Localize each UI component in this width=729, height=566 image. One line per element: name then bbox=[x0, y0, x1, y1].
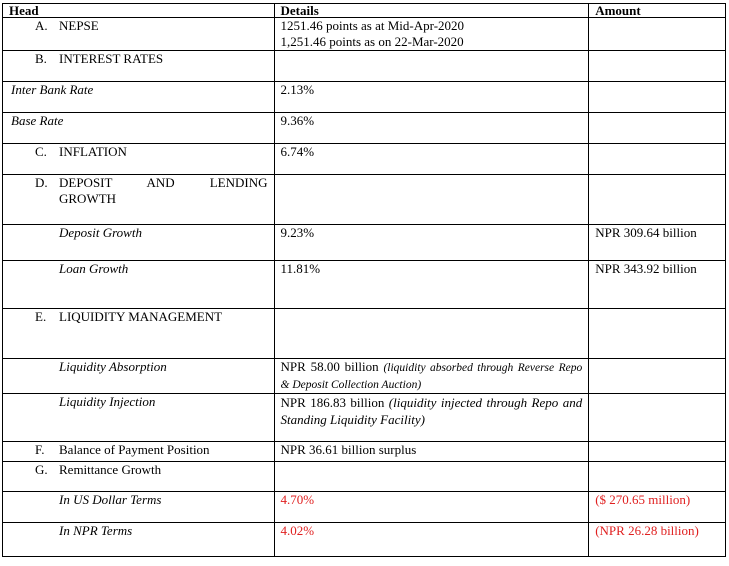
row-letter: B. bbox=[35, 51, 47, 66]
nepse-detail-2: 1,251.46 points as on 22-Mar-2020 bbox=[280, 34, 464, 49]
row-detail-note: (liquidity absorbed through Reverse Repo & Deposit Collection Auction) bbox=[280, 362, 583, 391]
row-detail: NPR 36.61 billion surplus bbox=[274, 442, 589, 462]
economic-indicators-table bbox=[2, 3, 726, 557]
row-label: INFLATION bbox=[59, 144, 127, 159]
row-label: Liquidity Absorption bbox=[3, 359, 275, 394]
row-label: Inter Bank Rate bbox=[3, 82, 275, 113]
row-letter: C. bbox=[35, 144, 47, 159]
row-detail: 6.74% bbox=[274, 144, 589, 175]
table-row-base-rate bbox=[3, 113, 726, 144]
row-letter: F. bbox=[35, 442, 45, 457]
header-details: Details bbox=[274, 4, 589, 18]
header-head: Head bbox=[3, 4, 275, 18]
row-label: NEPSE bbox=[59, 18, 99, 33]
row-label: Loan Growth bbox=[3, 261, 275, 309]
header-amount: Amount bbox=[589, 4, 726, 18]
table-row-liquidity bbox=[3, 309, 726, 359]
row-amount: NPR 309.64 billion bbox=[589, 225, 726, 261]
row-label: Base Rate bbox=[3, 113, 275, 144]
row-detail: 4.02% bbox=[274, 523, 589, 557]
row-label: In NPR Terms bbox=[3, 523, 275, 557]
table-row-npr bbox=[3, 523, 726, 557]
table-row-injection bbox=[3, 394, 726, 442]
row-letter: G. bbox=[35, 462, 48, 477]
row-label: Deposit Growth bbox=[3, 225, 275, 261]
table-header-row bbox=[3, 4, 726, 18]
row-letter: D. bbox=[35, 175, 48, 190]
table-row-absorption bbox=[3, 359, 726, 394]
table-row-inflation bbox=[3, 144, 726, 175]
row-amount: ($ 270.65 million) bbox=[589, 492, 726, 523]
nepse-amount bbox=[589, 18, 726, 51]
nepse-detail-1: 1251.46 points as at Mid-Apr-2020 bbox=[280, 18, 465, 33]
row-detail: 9.23% bbox=[274, 225, 589, 261]
table-row-remittance bbox=[3, 462, 726, 492]
table-row-deposit-lending bbox=[3, 175, 726, 225]
row-label: In US Dollar Terms bbox=[3, 492, 275, 523]
row-label: INTEREST RATES bbox=[59, 51, 164, 66]
row-detail: 11.81% bbox=[274, 261, 589, 309]
row-amount: NPR 343.92 billion bbox=[589, 261, 726, 309]
table-row-nepse bbox=[3, 18, 726, 51]
row-label-2: GROWTH bbox=[59, 191, 117, 206]
row-label: Balance of Payment Position bbox=[59, 442, 210, 457]
row-detail-note: (liquidity injected through Repo and Standing Liquidity Facility) bbox=[280, 395, 583, 427]
row-detail: 2.13% bbox=[274, 82, 589, 113]
row-label: DEPOSIT AND LENDING bbox=[59, 175, 268, 190]
row-label: Remittance Growth bbox=[59, 462, 162, 477]
table-row-loan-growth bbox=[3, 261, 726, 309]
table-row-bop bbox=[3, 442, 726, 462]
table-row-interbank bbox=[3, 82, 726, 113]
table-row-deposit-growth bbox=[3, 225, 726, 261]
table-row-usd bbox=[3, 492, 726, 523]
row-detail: 9.36% bbox=[274, 113, 589, 144]
row-detail: 4.70% bbox=[274, 492, 589, 523]
table-row-interest bbox=[3, 51, 726, 82]
row-amount: (NPR 26.28 billion) bbox=[589, 523, 726, 557]
row-detail: NPR 186.83 billion bbox=[280, 395, 385, 410]
row-letter: A. bbox=[35, 18, 48, 33]
row-label: Liquidity Injection bbox=[3, 394, 275, 442]
row-detail: NPR 58.00 billion bbox=[280, 359, 379, 374]
row-letter: E. bbox=[35, 309, 47, 324]
row-label: LIQUIDITY MANAGEMENT bbox=[59, 309, 223, 324]
